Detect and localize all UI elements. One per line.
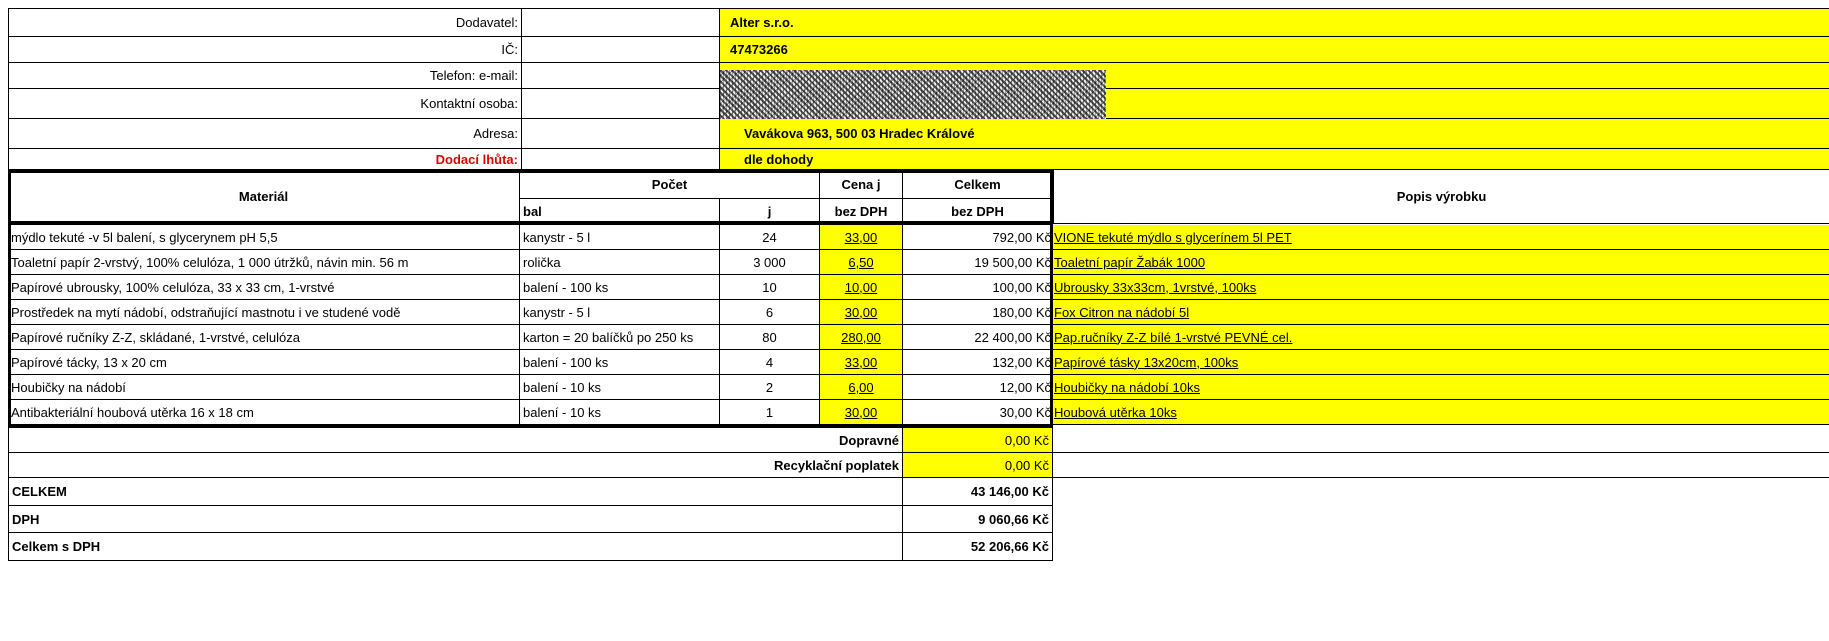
label-kontaktni-osoba: Kontaktní osoba: [8, 89, 522, 119]
item-total: 132,00 Kč [903, 350, 1053, 375]
fee-right-empty [1053, 453, 1829, 478]
item-material: Houbičky na nádobí [8, 375, 520, 400]
col-header-cena-bez-dph: bez DPH [820, 199, 903, 224]
total-label-celkem: CELKEM [8, 478, 903, 506]
item-unit-price[interactable]: 10,00 [820, 275, 903, 300]
col-header-j: j [720, 199, 820, 224]
col-header-celkem: Celkem [903, 170, 1053, 199]
item-unit-price[interactable]: 30,00 [820, 400, 903, 425]
item-unit-price[interactable]: 6,00 [820, 375, 903, 400]
label-dodaci-lhuta: Dodací lhůta: [8, 149, 522, 170]
item-unit-price[interactable]: 6,50 [820, 250, 903, 275]
spacer-cell [522, 37, 720, 63]
spacer-cell [522, 9, 720, 37]
item-quantity: 10 [720, 275, 820, 300]
item-description[interactable]: Toaletní papír Žabák 1000 [1053, 250, 1829, 275]
item-baleni: balení - 100 ks [520, 275, 720, 300]
col-header-popis: Popis výrobku [1053, 170, 1829, 224]
col-header-pocet: Počet [520, 170, 820, 199]
total-value-celkem-s-dph: 52 206,66 Kč [903, 533, 1053, 561]
item-total: 30,00 Kč [903, 400, 1053, 425]
item-baleni: balení - 10 ks [520, 375, 720, 400]
value-adresa[interactable]: Vavákova 963, 500 03 Hradec Králové [720, 119, 1829, 149]
item-quantity: 24 [720, 225, 820, 250]
fee-label-dopravne: Dopravné [8, 428, 903, 453]
item-description[interactable]: Houbičky na nádobí 10ks [1053, 375, 1829, 400]
item-baleni: rolička [520, 250, 720, 275]
item-material: mýdlo tekuté -v 5l balení, s glycerynem pH 5,5 [8, 225, 520, 250]
spacer-cell [522, 149, 720, 170]
item-baleni: kanystr - 5 l [520, 300, 720, 325]
spacer-cell [522, 89, 720, 119]
item-total: 792,00 Kč [903, 225, 1053, 250]
item-unit-price[interactable]: 280,00 [820, 325, 903, 350]
item-baleni: karton = 20 balíčků po 250 ks [520, 325, 720, 350]
fee-label-recyklacni: Recyklační poplatek [8, 453, 903, 478]
total-value-dph: 9 060,66 Kč [903, 506, 1053, 533]
fee-right-empty [1053, 428, 1829, 453]
col-header-bal: bal [520, 199, 720, 224]
item-material: Papírové ubrousky, 100% celulóza, 33 x 33 cm, 1-vrstvé [8, 275, 520, 300]
item-quantity: 80 [720, 325, 820, 350]
item-quantity: 3 000 [720, 250, 820, 275]
item-quantity: 6 [720, 300, 820, 325]
item-unit-price[interactable]: 33,00 [820, 350, 903, 375]
label-dodavatel: Dodavatel: [8, 9, 522, 37]
total-value-celkem: 43 146,00 Kč [903, 478, 1053, 506]
fee-value-recyklacni[interactable]: 0,00 Kč [903, 453, 1053, 478]
item-description[interactable]: Ubrousky 33x33cm, 1vrstvé, 100ks [1053, 275, 1829, 300]
total-label-celkem-s-dph: Celkem s DPH [8, 533, 903, 561]
item-material: Papírové tácky, 13 x 20 cm [8, 350, 520, 375]
item-quantity: 2 [720, 375, 820, 400]
value-dodaci-lhuta[interactable]: dle dohody [720, 149, 1829, 170]
item-total: 22 400,00 Kč [903, 325, 1053, 350]
item-quantity: 1 [720, 400, 820, 425]
redacted-contact-image [720, 70, 1106, 122]
item-total: 100,00 Kč [903, 275, 1053, 300]
item-baleni: kanystr - 5 l [520, 225, 720, 250]
item-total: 12,00 Kč [903, 375, 1053, 400]
item-description[interactable]: Fox Citron na nádobí 5l [1053, 300, 1829, 325]
label-adresa: Adresa: [8, 119, 522, 149]
item-description[interactable]: Houbová utěrka 10ks [1053, 400, 1829, 425]
label-telefon-email: Telefon: e-mail: [8, 63, 522, 89]
label-ic: IČ: [8, 37, 522, 63]
fee-value-dopravne[interactable]: 0,00 Kč [903, 428, 1053, 453]
item-unit-price[interactable]: 30,00 [820, 300, 903, 325]
col-header-celkem-bez-dph: bez DPH [903, 199, 1053, 224]
item-total: 180,00 Kč [903, 300, 1053, 325]
value-dodavatel[interactable]: Alter s.r.o. [720, 9, 1829, 37]
item-material: Antibakteriální houbová utěrka 16 x 18 cm [8, 400, 520, 425]
spacer-cell [522, 119, 720, 149]
item-total: 19 500,00 Kč [903, 250, 1053, 275]
item-quantity: 4 [720, 350, 820, 375]
col-header-cena-j: Cena j [820, 170, 903, 199]
item-unit-price[interactable]: 33,00 [820, 225, 903, 250]
item-material: Prostředek na mytí nádobí, odstraňující mastnotu i ve studené vodě [8, 300, 520, 325]
total-label-dph: DPH [8, 506, 903, 533]
item-description[interactable]: Papírové tásky 13x20cm, 100ks [1053, 350, 1829, 375]
item-description[interactable]: Pap.ručníky Z-Z bílé 1-vrstvé PEVNÉ cel. [1053, 325, 1829, 350]
spacer-cell [522, 63, 720, 89]
item-description[interactable]: VIONE tekuté mýdlo s glycerínem 5l PET [1053, 225, 1829, 250]
value-ic[interactable]: 47473266 [720, 37, 1829, 63]
item-material: Toaletní papír 2-vrstvý, 100% celulóza, 1 000 útržků, návin min. 56 m [8, 250, 520, 275]
item-baleni: balení - 10 ks [520, 400, 720, 425]
col-header-material: Materiál [8, 170, 520, 224]
item-material: Papírové ručníky Z-Z, skládané, 1-vrstvé, celulóza [8, 325, 520, 350]
item-baleni: balení - 100 ks [520, 350, 720, 375]
